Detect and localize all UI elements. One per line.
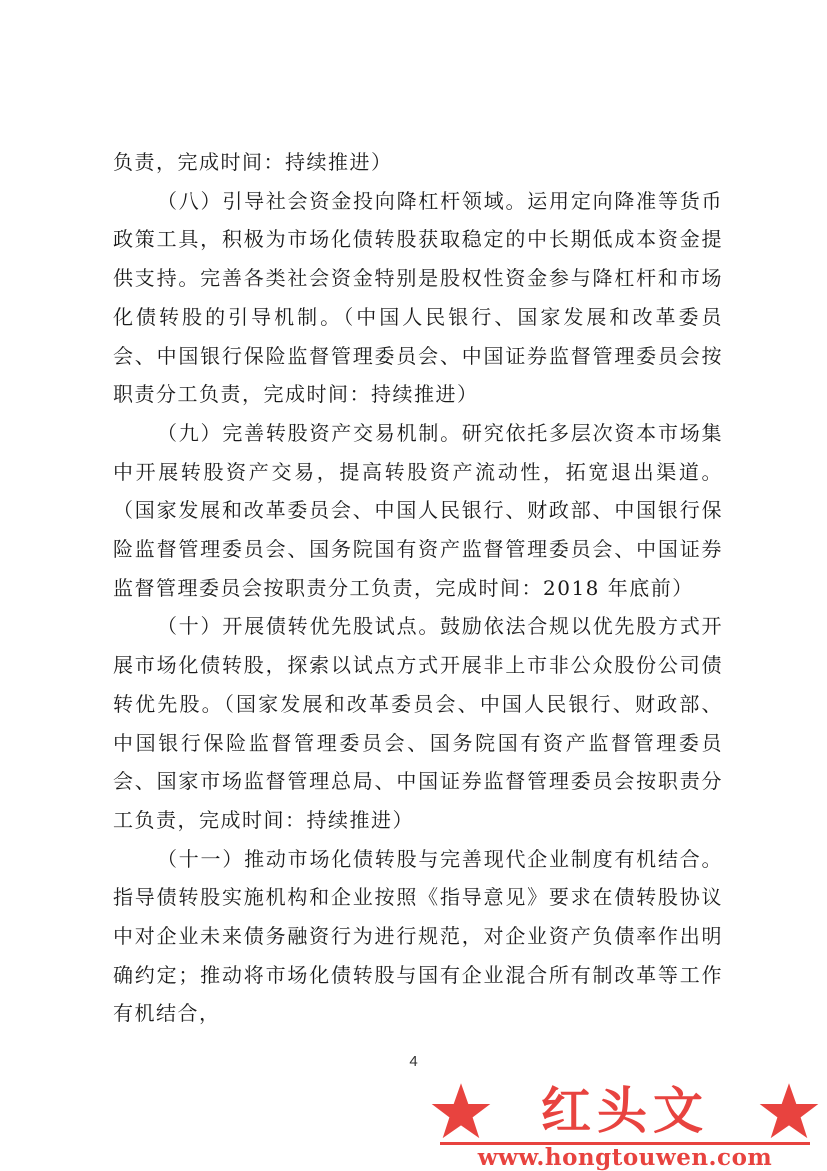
watermark-text: 红头文	[541, 1082, 709, 1140]
watermark-url[interactable]: www.hongtouwen.com	[477, 1144, 773, 1171]
page-number: 4	[409, 1053, 418, 1070]
paragraph-5	[113, 840, 723, 1034]
watermark-row	[430, 1082, 820, 1140]
watermark-logo	[430, 1082, 820, 1170]
paragraph-1	[113, 143, 723, 182]
paragraph-3-heading: （九）完善转股资产交易机制。	[157, 420, 462, 445]
paragraph-3	[113, 414, 723, 608]
paragraph-3-text: 研究依托多层次资本市场集中开展转股资产交易，提高转股资产流动性，拓宽退出渠道。（国家发展和改革委员会、中国人民银行、财政部、中国银行保险监督管理委员会、国务院国有资产监督管理委员会、中国证券监督管理委员会按职责分工负责，完成时间：2018 年底前）	[113, 420, 724, 600]
paragraph-5-text: 指导债转股实施机构和企业按照《指导意见》要求在债转股协议中对企业未来债务融资行为进行规范，对企业资产负债率作出明确约定；推动将市场化债转股与国有企业混合所有制改革等工作有机结合，	[113, 885, 723, 1026]
paragraph-2	[113, 182, 723, 414]
star-icon	[430, 1082, 492, 1140]
paragraph-4	[113, 607, 723, 839]
paragraph-1-text: 负责，完成时间：持续推进）	[113, 150, 393, 174]
paragraph-2-text: 运用定向降准等货币政策工具，积极为市场化债转股获取稳定的中长期低成本资金提供支持。完善各类社会资金特别是股权性资金参与降杠杆和市场化债转股的引导机制。（中国人民银行、国家发展和改革委员会、中国银行保险监督管理委员会、中国证券监督管理委员会按职责分工负责，完成时间：持续推进）	[113, 188, 724, 407]
document-body	[113, 143, 723, 1033]
paragraph-4-text: 鼓励依法合规以优先股方式开展市场化债转股，探索以试点方式开展非上市非公众股份公司债转优先股。（国家发展和改革委员会、中国人民银行、财政部、中国银行保险监督管理委员会、国务院国有资产监督管理委员会、国家市场监督管理总局、中国证券监督管理委员会按职责分工负责，完成时间：持续推进）	[113, 614, 724, 832]
star-icon	[758, 1082, 820, 1140]
paragraph-4-heading: （十）开展债转优先股试点。	[157, 614, 441, 639]
paragraph-2-heading: （八）引导社会资金投向降杠杆领域。	[157, 188, 528, 213]
paragraph-5-heading: （十一）推动市场化债转股与完善现代企业制度有机结合。	[157, 846, 723, 871]
